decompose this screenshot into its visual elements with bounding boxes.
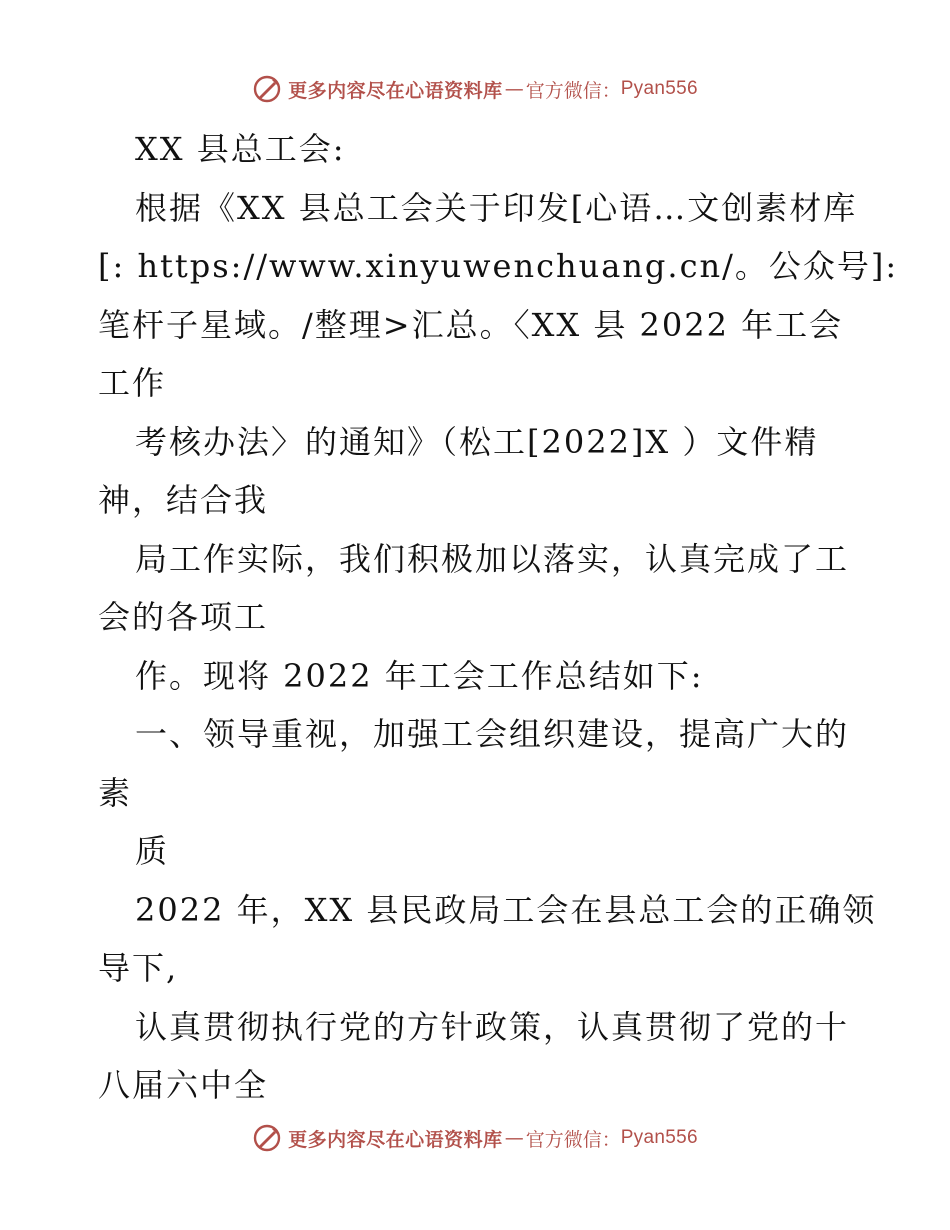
doc-line: 质 xyxy=(135,832,170,870)
watermark-separator: — xyxy=(504,78,524,100)
doc-line: 神，结合我 xyxy=(98,481,269,519)
doc-line: 局工作实际，我们积极加以落实，认真完成了工 xyxy=(135,539,850,578)
doc-line: XX 县总工会: xyxy=(135,130,346,168)
doc-line: [: https://www.xinyuwenchuang.cn/。公众号]: xyxy=(98,247,899,285)
watermark-wechat-label: 官方微信： xyxy=(525,1128,621,1151)
doc-line: 八届六中全 xyxy=(98,1066,269,1104)
quill-logo-icon xyxy=(252,1123,282,1153)
doc-line: 考核办法〉的通知》（松工[2022]X ）文件精 xyxy=(135,422,819,461)
document-body xyxy=(98,120,899,1115)
doc-line: 导下, xyxy=(98,949,179,987)
watermark-brand: 更多内容尽在心语资料库 xyxy=(288,79,503,102)
doc-line: 一、领导重视，加强工会组织建设，提高广大的 xyxy=(135,715,850,753)
watermark-wechat-id: Pyan556 xyxy=(620,1127,698,1148)
doc-line: 根据《XX 县总工会关于印发[心语…文创素材库 xyxy=(135,188,858,227)
doc-line: 工作 xyxy=(98,364,167,402)
doc-line: 认真贯彻执行党的方针政策，认真贯彻了党的十 xyxy=(135,1007,850,1046)
watermark-footer xyxy=(0,1123,950,1153)
doc-line: 会的各项工 xyxy=(98,598,269,636)
watermark-header xyxy=(0,74,950,104)
doc-line: 2022 年，XX 县民政局工会在县总工会的正确领 xyxy=(135,890,877,929)
watermark-separator: — xyxy=(504,1127,524,1149)
watermark-wechat-id: Pyan556 xyxy=(620,78,698,99)
doc-line: 作。现将 2022 年工会工作总结如下: xyxy=(135,656,704,695)
watermark-brand: 更多内容尽在心语资料库 xyxy=(288,1128,503,1151)
doc-line: 素 xyxy=(98,773,133,812)
quill-logo-icon xyxy=(252,74,282,104)
watermark-wechat-label: 官方微信： xyxy=(525,79,621,102)
doc-line: 笔杆子星域。/整理>汇总。〈XX 县 2022 年工会 xyxy=(98,305,844,344)
